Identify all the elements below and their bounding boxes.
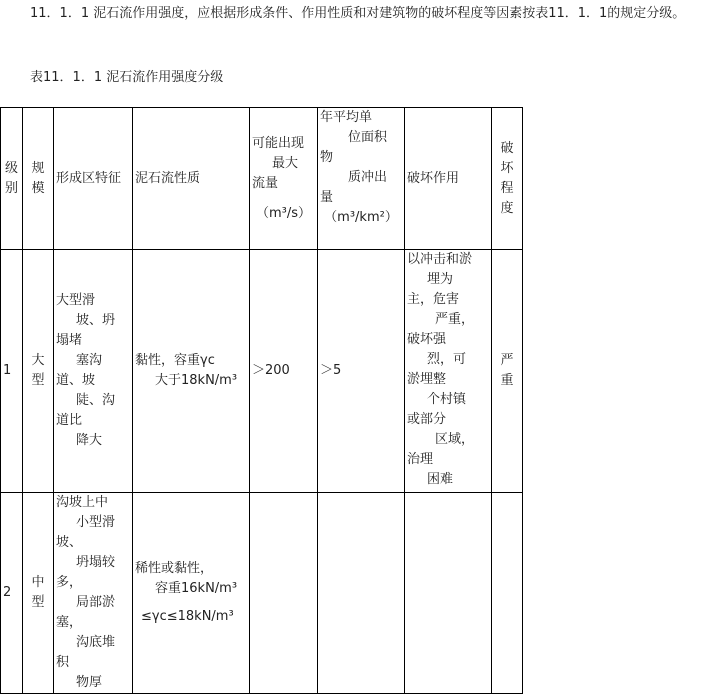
row2-max-flow	[250, 493, 318, 694]
row1-formation: 大型滑 坡、坍 塌堵 塞沟 道、坡 陡、沟 道比 降大	[54, 250, 133, 493]
row2-degree	[492, 493, 523, 694]
row1-damage: 以冲击和淤 埋为 主，危害 严重， 破坏强 烈，可 淤埋整 个村镇 或部分 区域， 治理 困难	[405, 250, 492, 493]
header-level: 级 别	[1, 108, 23, 250]
row2-sediment	[318, 493, 405, 694]
intro-paragraph: 11．1．1 泥石流作用强度，应根据形成条件、作用性质和对建筑物的破坏程度等因素按表11．1．1的规定分级。	[30, 6, 686, 21]
table-caption: 表11．1．1 泥石流作用强度分级	[30, 70, 224, 85]
row2-level: 2	[1, 493, 23, 694]
row1-level: 1	[1, 250, 23, 493]
table-header-row	[1, 108, 523, 250]
row2-scale: 中 型	[23, 493, 54, 694]
intensity-table	[0, 107, 523, 694]
header-formation: 形成区特征	[54, 108, 133, 250]
header-degree: 破 坏 程 度	[492, 108, 523, 250]
row1-sediment: ＞5	[318, 250, 405, 493]
row2-damage	[405, 493, 492, 694]
header-nature: 泥石流性质	[133, 108, 250, 250]
row1-nature: 黏性，容重γc 大于18kN/m³	[133, 250, 250, 493]
header-max-flow: 可能出现 最大 流量 （m³/s）	[250, 108, 318, 250]
row1-scale: 大 型	[23, 250, 54, 493]
header-sediment: 年平均单 位面积 物 质冲出 量 （m³/km²）	[318, 108, 405, 250]
table-row	[1, 250, 523, 493]
row1-degree: 严 重	[492, 250, 523, 493]
table-row	[1, 493, 523, 694]
row2-nature: 稀性或黏性， 容重16kN/m³ ≤γc≤18kN/m³	[133, 493, 250, 694]
header-scale: 规 模	[23, 108, 54, 250]
row2-formation: 沟坡上中 小型滑 坡、 坍塌较 多， 局部淤 塞， 沟底堆 积 物厚	[54, 493, 133, 694]
header-damage: 破坏作用	[405, 108, 492, 250]
row1-max-flow: ＞200	[250, 250, 318, 493]
